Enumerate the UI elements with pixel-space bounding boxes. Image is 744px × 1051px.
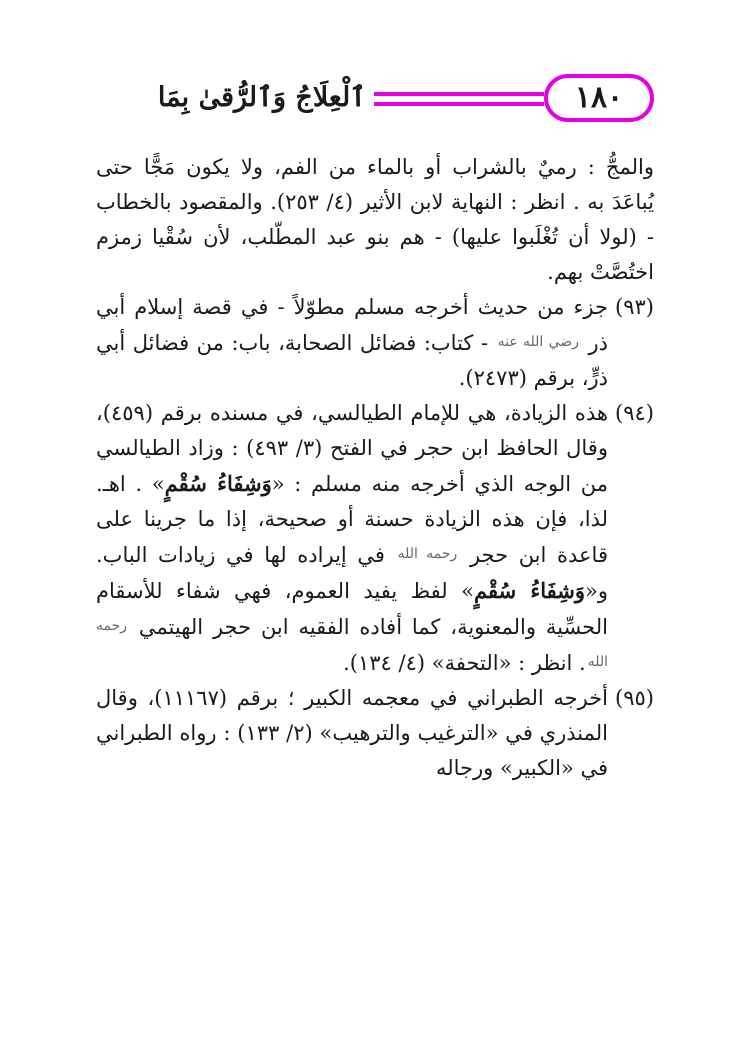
footnote-text: هذه الزيادة، هي للإمام الطيالسي، في مسنده برقم (٤٥٩)، وقال الحافظ ابن حجر في الفتح (٣/ ٤٩٣) : وزاد الطيالسي من الوجه الذي أخرجه منه مسلم : « (96, 401, 608, 496)
footnote-continuation: والمجُّ : رميٌ بالشراب أو بالماء من الفم، ولا يكون مَجًّا حتى يُباعَدَ به . انظر : النهاية لابن الأثير (٤/ ٢٥٣). والمقصود بالخطاب - (لولا أن تُغْلَبوا عليها) - هم بنو عبد المطّلب، لأن سُقْيا زمزم اختُصَّتْ بهم. (96, 155, 654, 284)
footnote-text: - كتاب: فضائل الصحابة، باب: من فضائل أبي ذرٍّ، برقم (٢٤٧٣). (96, 331, 608, 390)
quoted-phrase: وَشِفَاءُ سُقْمٍ (474, 578, 586, 603)
footnote-text: أخرجه الطبراني في معجمه الكبير ؛ برقم (١١١٦٧)، وقال المنذري في «الترغيب والترهيب» (٢/ ١٣٣) : رواه الطبراني في «الكبير» ورجاله (96, 686, 608, 780)
footnote-text: » لفظ يفيد العموم، فهي شفاء للأسقام الحسِّية والمعنوية، كما أفاده الفقيه ابن حجر الهيتمي (96, 579, 608, 639)
quoted-phrase: وَشِفَاءُ سُقْمٍ (164, 471, 272, 496)
page-header (96, 72, 654, 128)
footnote-93 (96, 290, 654, 396)
header-double-rule (374, 92, 544, 106)
footnote-95 (96, 681, 654, 786)
page-number: ١٨٠ (574, 80, 624, 115)
page-number-badge (544, 74, 654, 122)
footnote-text: . انظر : «التحفة» (٤/ ١٣٤). (343, 651, 586, 675)
footnote-text: » . اهـ. لذا، فإن هذه الزيادة حسنة أو صحيحة، إذا ما جرينا على قاعدة ابن حجر (96, 472, 608, 567)
footnote-text: جزء من حديث أخرجه مسلم مطوّلاً - في قصة إسلام أبي ذر (96, 295, 608, 355)
footnote-94 (96, 396, 654, 681)
footnotes-body (96, 150, 654, 786)
footnote-number: (٩٣) (615, 295, 654, 319)
footnote-text: في إيراده لها في زيادات الباب. و« (96, 543, 609, 603)
footnote-number: (٩٤) (615, 401, 654, 425)
footnote-number: (٩٥) (615, 686, 654, 710)
honorific-glyph: رحمه الله (397, 546, 458, 562)
honorific-glyph: رضي الله عنه (497, 334, 579, 350)
running-title: ٱلْعِلَاجُ وَٱلرُّقىٰ بِمَا (157, 82, 366, 113)
honorific-glyph: رحمه الله (96, 618, 608, 670)
